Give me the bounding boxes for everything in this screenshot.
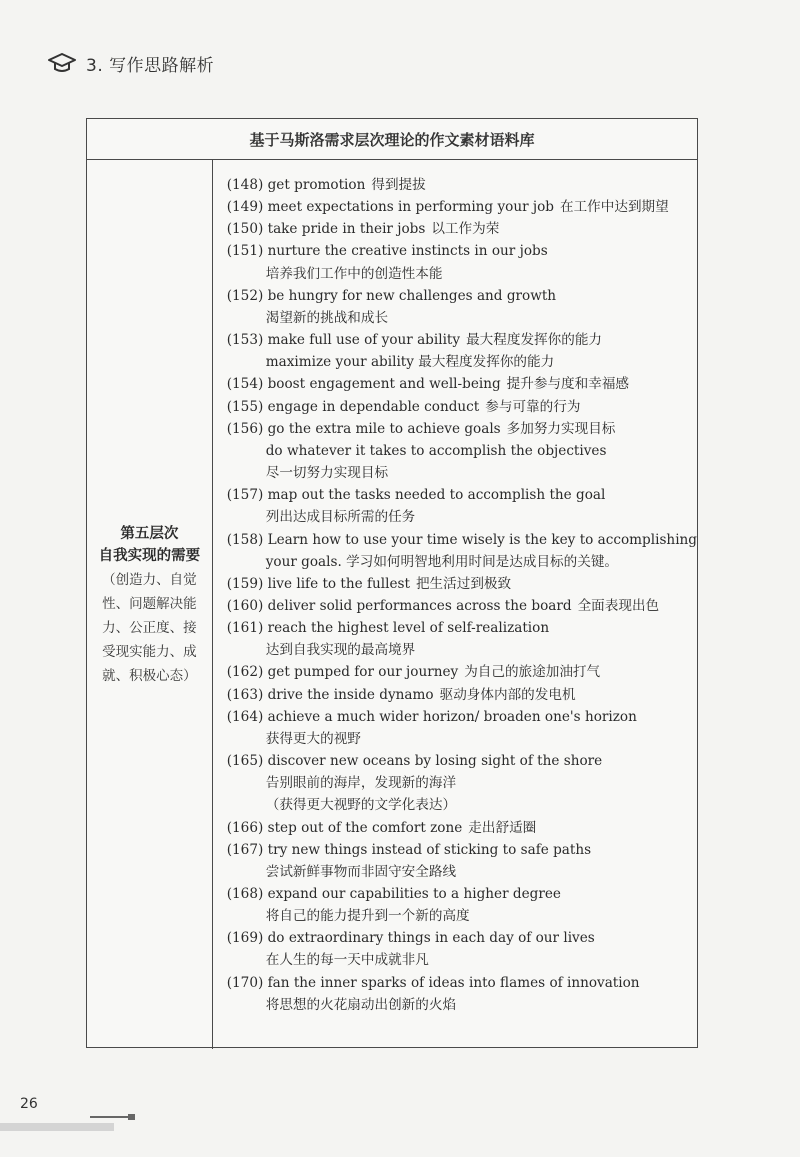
- entry-chinese: 驱动身体内部的发电机: [439, 686, 576, 703]
- entry-english: boost engagement and well-being: [267, 376, 501, 393]
- entry-item: [227, 595, 697, 617]
- entry-english: make full use of your ability: [267, 332, 461, 349]
- entry-item: [227, 240, 697, 262]
- entry-number: (163): [226, 686, 268, 703]
- entry-continuation: 培养我们工作中的创造性本能: [265, 265, 443, 282]
- entry-number: (166): [226, 819, 268, 836]
- entry-number: (164): [226, 708, 268, 725]
- entry-item: [227, 684, 697, 706]
- entry-english: do extraordinary things in each day of our lives: [267, 930, 595, 947]
- entry-continuation: 渴望新的挑战和成长: [265, 309, 389, 326]
- entry-english: expand our capabilities to a higher degree: [267, 886, 561, 902]
- entry-chinese: 全面表现出色: [577, 597, 660, 614]
- entry-item: [227, 750, 697, 772]
- entry-number: (159): [226, 575, 268, 592]
- entry-number: (160): [226, 597, 268, 614]
- level-note-line: 力、公正度、接: [102, 619, 197, 636]
- level-note-line: 就、积极心态）: [102, 667, 197, 684]
- corpus-table: [86, 118, 698, 1048]
- entry-continuation: 达到自我实现的最高境界: [265, 642, 416, 659]
- entry-english: fan the inner sparks of ideas into flames of innovation: [267, 974, 640, 991]
- entry-english: deliver solid performances across the board: [267, 597, 572, 614]
- entry-item: [227, 927, 697, 949]
- graduation-cap-icon: [48, 52, 76, 74]
- entry-item: [227, 396, 697, 418]
- footer-decoration: [0, 1113, 800, 1133]
- entry-item: [227, 329, 697, 351]
- entry-item: [227, 972, 697, 994]
- entry-english: map out the tasks needed to accomplish the goal: [267, 487, 606, 504]
- entry-item: [227, 218, 697, 240]
- level-subtitle: 自我实现的需要: [98, 547, 201, 564]
- entry-english: go the extra mile to achieve goals: [267, 420, 501, 437]
- entry-english: achieve a much wider horizon/ broaden one's horizon: [267, 708, 637, 725]
- entry-number: (150): [226, 221, 268, 238]
- level-cell: [87, 160, 213, 1049]
- entry-number: (170): [226, 974, 268, 991]
- entry-item: [227, 817, 697, 839]
- entry-english: take pride in their jobs: [267, 221, 426, 238]
- entry-english: get promotion: [267, 177, 366, 193]
- entry-item: [227, 573, 697, 595]
- entry-number: (151): [226, 243, 268, 260]
- entry-continuation: 在人生的每一天中成就非凡: [265, 952, 429, 969]
- entry-item: [227, 373, 697, 395]
- entry-english: be hungry for new challenges and growth: [267, 287, 557, 304]
- entry-number: (165): [226, 753, 268, 770]
- entry-chinese: 得到提拔: [371, 177, 426, 193]
- entry-english: engage in dependable conduct: [267, 398, 480, 415]
- level-note-line: （创造力、自觉: [102, 571, 197, 588]
- level-note-line: 性、问题解决能: [102, 595, 197, 612]
- entry-english: step out of the comfort zone: [267, 819, 463, 836]
- entry-number: (168): [226, 886, 268, 902]
- entry-number: (169): [226, 930, 268, 947]
- entry-chinese: 多加努力实现目标: [506, 420, 616, 437]
- entry-item: [227, 174, 697, 196]
- entry-chinese: 以工作为荣: [431, 221, 500, 238]
- entry-number: (153): [226, 332, 268, 349]
- entry-chinese: 走出舒适圈: [468, 819, 537, 836]
- entry-english: live life to the fullest: [267, 575, 410, 592]
- entry-number: (167): [226, 841, 268, 858]
- entry-item: [227, 285, 697, 307]
- entry-chinese: 在工作中达到期望: [560, 199, 669, 216]
- entry-continuation: 获得更大的视野: [265, 730, 361, 747]
- entry-number: (158): [226, 531, 268, 548]
- entry-continuation: （获得更大视野的文学化表达）: [265, 797, 457, 814]
- entry-english: reach the highest level of self-realization: [267, 620, 550, 637]
- entry-number: (155): [226, 398, 268, 415]
- entry-chinese: 参与可靠的行为: [485, 398, 581, 415]
- entry-number: (157): [226, 487, 268, 504]
- entry-english: meet expectations in performing your job: [267, 199, 554, 216]
- entry-continuation: 尽一切努力实现目标: [265, 465, 389, 482]
- entry-continuation: 列出达成目标所需的任务: [265, 509, 416, 526]
- entry-continuation: 告别眼前的海岸，发现新的海洋: [265, 775, 457, 792]
- entry-english: nurture the creative instincts in our jobs: [267, 243, 548, 260]
- entry-continuation: 将思想的火花扇动出创新的火焰: [265, 996, 457, 1013]
- entry-english: get pumped for our journey: [267, 664, 459, 681]
- entry-chinese: 提升参与度和幸福感: [506, 376, 630, 393]
- entry-english: try new things instead of sticking to safe paths: [267, 841, 592, 858]
- level-note: [102, 567, 197, 687]
- entry-item: [227, 839, 697, 861]
- entry-item: [227, 661, 697, 683]
- section-title: 3. 写作思路解析: [86, 55, 215, 76]
- entry-item: [227, 484, 697, 506]
- entry-chinese: 最大程度发挥你的能力: [466, 332, 603, 349]
- entry-continuation: 尝试新鲜事物而非固守安全路线: [265, 863, 457, 880]
- entry-english: Learn how to use your time wisely is the key to accomplishing: [267, 531, 697, 548]
- entry-number: (161): [226, 620, 268, 637]
- entry-english: drive the inside dynamo: [267, 686, 434, 703]
- entry-item: [227, 617, 697, 639]
- table-title: 基于马斯洛需求层次理论的作文素材语料库: [87, 119, 697, 160]
- entry-item: [227, 196, 697, 218]
- entry-number: (148): [226, 177, 268, 193]
- entry-number: (156): [226, 420, 268, 437]
- entry-number: (149): [226, 199, 268, 216]
- entry-item: [227, 418, 697, 440]
- page-number: 26: [20, 1096, 38, 1112]
- entry-item: [227, 706, 697, 728]
- entry-number: (162): [226, 664, 268, 681]
- entry-chinese: 为自己的旅途加油打气: [464, 664, 601, 681]
- entry-number: (152): [226, 287, 268, 304]
- entry-item: [227, 883, 697, 905]
- section-header: [48, 50, 214, 76]
- entry-item: [227, 529, 697, 551]
- entry-chinese: 把生活过到极致: [415, 575, 512, 592]
- level-title: 第五层次: [120, 525, 179, 542]
- entry-continuation: do whatever it takes to accomplish the objectives: [265, 442, 607, 459]
- entry-continuation: maximize your ability 最大程度发挥你的能力: [265, 354, 555, 371]
- level-note-line: 受现实能力、成: [102, 643, 197, 660]
- entry-number: (154): [226, 376, 268, 393]
- entry-continuation: 将自己的能力提升到一个新的高度: [265, 908, 470, 925]
- entry-list: [213, 160, 697, 1049]
- entry-english: discover new oceans by losing sight of the shore: [267, 753, 603, 770]
- entry-continuation: your goals. 学习如何明智地利用时间是达成目标的关键。: [265, 553, 619, 570]
